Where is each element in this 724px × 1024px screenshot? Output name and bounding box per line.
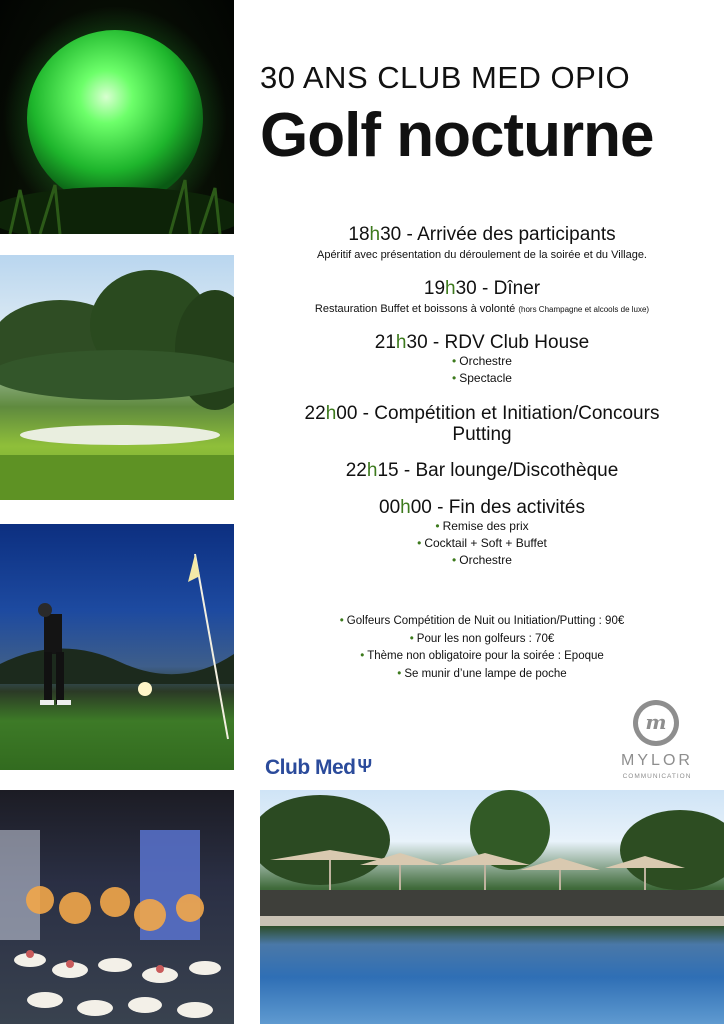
trident-icon: Ψ bbox=[357, 756, 372, 776]
buffet-cocktail-photo bbox=[0, 790, 234, 1024]
program-item: 22h15 - Bar lounge/Discothèque bbox=[345, 460, 619, 481]
event-subtitle: 30 ANS CLUB MED OPIO bbox=[260, 60, 631, 95]
program-item: 18h30 - Arrivée des participants Apéritif avec présentation du déroulement de la soirée et du Village. bbox=[262, 224, 702, 263]
golf-course-photo bbox=[0, 255, 234, 500]
program-bullet: • Orchestre bbox=[452, 553, 512, 567]
info-item: • Golfeurs Compétition de Nuit ou Initiation/Putting : 90€ bbox=[339, 615, 625, 627]
clubmed-logo: Club Med Ψ bbox=[265, 756, 372, 779]
program-item: 19h30 - Dîner Restauration Buffet et boissons à volonté (hors Champagne et alcools de luxe) bbox=[262, 278, 702, 318]
program-item-description: Apéritif avec présentation du déroulement de la soirée et du Village. bbox=[316, 249, 647, 261]
program-item: 22h00 - Compétition et Initiation/Concours Putting bbox=[304, 403, 660, 445]
page-title: Golf nocturne bbox=[260, 101, 654, 170]
pool-loungers-photo bbox=[260, 790, 724, 1024]
program-bullet: • Orchestre bbox=[452, 354, 512, 368]
program-item: 21h30 - RDV Club House • Orchestre • Spectacle bbox=[262, 332, 702, 387]
night-golfer-photo bbox=[0, 524, 234, 770]
program-bullet: • Remise des prix bbox=[435, 519, 529, 533]
glowing-golf-ball-photo bbox=[0, 0, 234, 234]
info-item: • Pour les non golfeurs : 70€ bbox=[409, 632, 555, 645]
program-bullet: • Cocktail + Soft + Buffet bbox=[417, 536, 547, 550]
info-item: • Thème non obligatoire pour la soirée : Epoque bbox=[360, 650, 604, 662]
program-item: 00h00 - Fin des activités • Remise des prix • Cocktail + Soft + Buffet • Orchestre bbox=[262, 497, 702, 569]
mylor-logo-subtext: COMMUNICATION bbox=[622, 773, 692, 780]
mylor-logo-icon: m bbox=[633, 700, 679, 746]
program-item-description: Restauration Buffet et boissons à volonté (hors Champagne et alcools de luxe) bbox=[314, 303, 650, 315]
pricing-info bbox=[262, 613, 702, 683]
info-item: • Se munir d’une lampe de poche bbox=[397, 667, 567, 680]
program-bullet: • Spectacle bbox=[452, 371, 512, 385]
mylor-logo-text: MYLOR bbox=[621, 752, 693, 769]
